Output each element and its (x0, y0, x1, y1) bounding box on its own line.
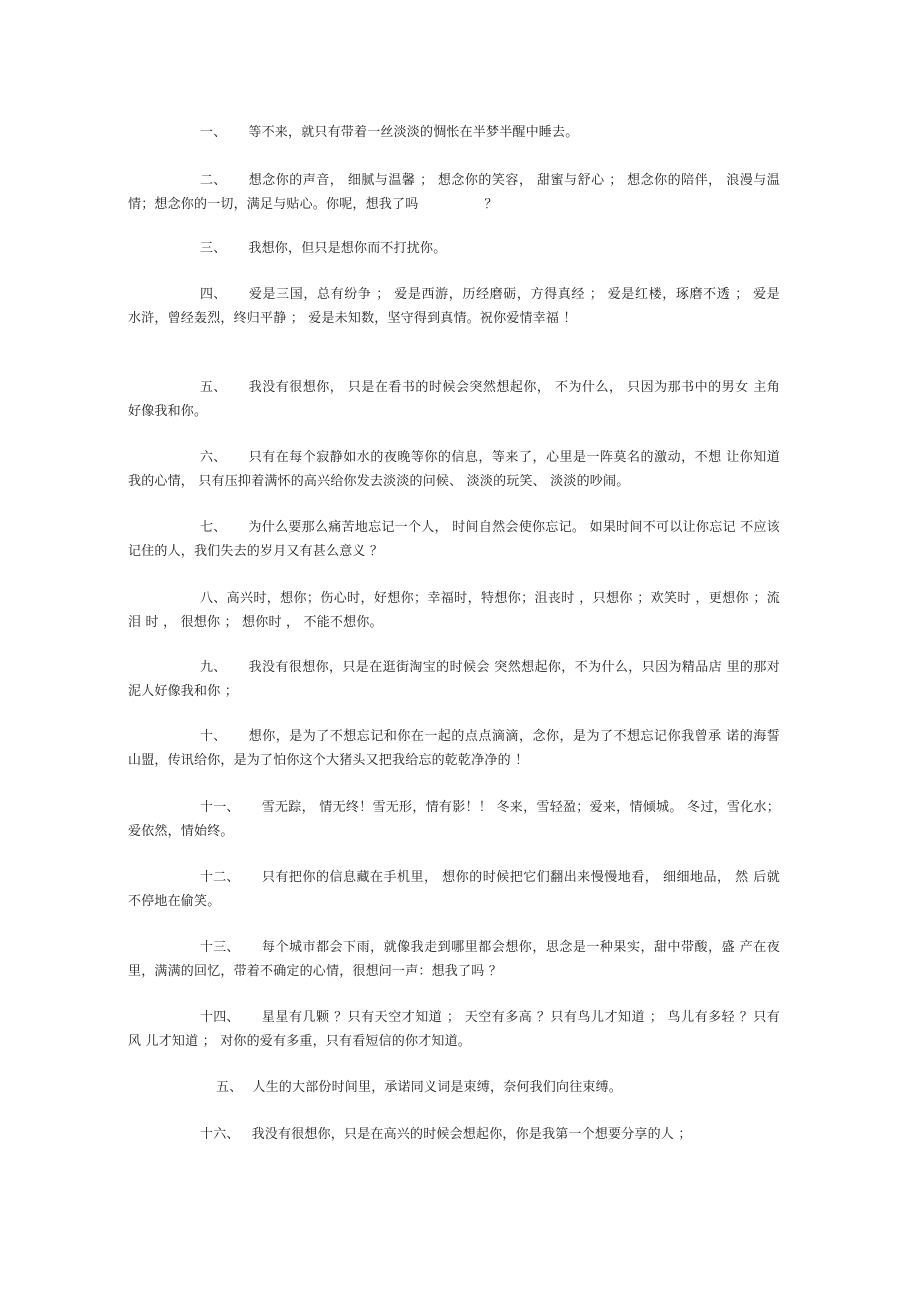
paragraph-text: 我没有很想你， 只是在看书的时候会突然想起你， 不为什么， 只因为那书中的男女 主角好像我和你。 (128, 380, 780, 419)
paragraph-text: 星星有几颗 ？只有天空才知道 ； 天空有多高 ？只有鸟儿才知道 ； 鸟儿有多轻 ？只有风 儿才知道 ； 对你的爱有多重，只有看短信的你才知道。 (128, 1010, 780, 1049)
paragraph-number: 十三、 (200, 940, 240, 955)
paragraph-text: 等不来，就只有带着一丝淡淡的惆怅在半梦半醒中睡去。 (248, 125, 579, 140)
paragraph-number: 五、 (216, 1080, 243, 1095)
paragraph-4 (128, 283, 780, 331)
paragraph-3 (128, 237, 780, 261)
paragraph-text: 我没有很想你，只是在逛街淘宝的时候会 突然想起你，不为什么，只因为精品店 里的那对泥人好像我和你 ； (128, 660, 780, 699)
paragraph-1 (128, 121, 780, 145)
paragraph-text: 我想你，但只是想你而不打扰你。 (248, 241, 447, 256)
paragraph-text: 只有在每个寂静如水的夜晚等你的信息，等来了，心里是一阵莫名的激动，不想 让你知道我的心情， 只有压抑着满怀的高兴给你发去淡淡的问候、 淡淡的玩笑、 淡淡的吵闹。 (128, 450, 780, 489)
paragraph-text: 每个城市都会下雨，就像我走到哪里都会想你，思念是一种果实，甜中带酸，盛 产在夜里，满满的回忆，带着不确定的心情，很想问一声：想我了吗 ？ (128, 940, 780, 979)
paragraph-number: 四、 (200, 287, 227, 302)
paragraph-number: 五、 (200, 380, 227, 395)
paragraph-14 (128, 1006, 780, 1054)
paragraph-number: 六、 (200, 450, 227, 465)
paragraph-number: 十二、 (200, 870, 240, 885)
paragraph-text: 只有把你的信息藏在手机里， 想你的时候把它们翻出来慢慢地看， 细细地品， 然 后就不停地在偷笑。 (128, 870, 780, 909)
paragraph-number: 二、 (200, 173, 227, 188)
paragraph-number: 三、 (200, 241, 227, 256)
paragraph-number: 一、 (200, 125, 227, 140)
paragraph-12 (128, 866, 780, 914)
paragraph-number: 十、 (200, 729, 227, 744)
paragraph-text: 想你，是为了不想忘记和你在一起的点点滴滴，念你，是为了不想忘记你我曾承 诺的海誓山盟，传讯给你，是为了怕你这个大猪头又把我给忘的乾乾净净的 ！ (128, 729, 780, 768)
paragraph-text: 雪无踪， 情无终！雪无形，情有影！！ 冬来，雪轻盈；爱来，情倾城。 冬过，雪化水； 爱依然，情始终。 (128, 800, 780, 839)
paragraph-10 (128, 725, 780, 773)
paragraph-text: 我没有很想你，只是在高兴的时候会想起你，你是我第一个想要分享的人 ； (251, 1127, 692, 1142)
paragraph-text: 高兴时，想你；伤心时，好想你；幸福时，特想你；沮丧时 ，只想你 ；欢笑时 ，更想你 ；流泪 时 ， 很想你 ； 想你时 ， 不能不想你。 (128, 591, 780, 630)
paragraph-2 (128, 169, 780, 217)
paragraph-15 (128, 1076, 780, 1100)
paragraph-11 (128, 796, 780, 844)
paragraph-16 (128, 1123, 780, 1147)
paragraph-5 (128, 376, 780, 424)
paragraph-number: 十四、 (200, 1010, 240, 1025)
paragraph-text: 人生的大部份时间里，承诺同义词是束缚，奈何我们向往束缚。 (252, 1080, 623, 1095)
paragraph-number: 十六、 (200, 1127, 240, 1142)
paragraph-7 (128, 516, 780, 564)
paragraph-text: 想念你的声音， 细腻与温馨 ； 想念你的笑容， 甜蜜与舒心 ； 想念你的陪伴， 浪漫与温 情；想念你的一切，满足与贴心。你呢，想我了吗 ？ (128, 173, 780, 212)
paragraph-number: 八、 (200, 591, 227, 606)
paragraph-text: 为什么要那么痛苦地忘记一个人， 时间自然会使你忘记。 如果时间不可以让你忘记 不应该记住的人，我们失去的岁月又有甚么意义 ？ (128, 520, 780, 559)
paragraph-6 (128, 446, 780, 494)
paragraph-number: 十一、 (200, 800, 240, 815)
paragraph-9 (128, 656, 780, 704)
paragraph-number: 七、 (200, 520, 227, 535)
paragraph-13 (128, 936, 780, 984)
paragraph-number: 九、 (200, 660, 227, 675)
paragraph-8 (128, 587, 780, 635)
paragraph-text: 爱是三国，总有纷争 ； 爱是西游，历经磨砺，方得真经 ； 爱是红楼，琢磨不透 ； 爱是 水浒，曾经轰烈，终归平静 ； 爱是未知数，坚守得到真情。祝你爱情幸福 ！ (128, 287, 780, 326)
